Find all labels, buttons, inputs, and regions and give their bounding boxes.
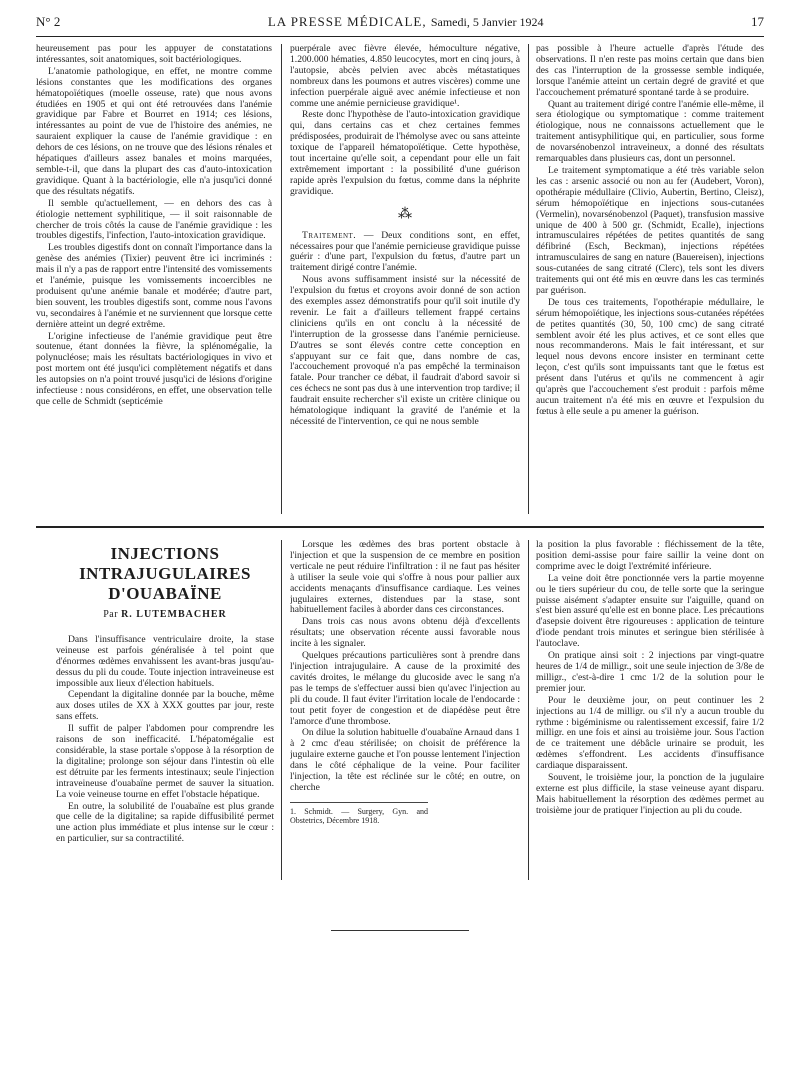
paragraph: Il suffit de palper l'abdomen pour comprendre les raisons de son inefficacité. L'hépatomégalie est considérable, la stase portale s'oppose à la résorption de la digitaline; prolonge son séjour dans l'intestin où elle est détruite par les ferments intestinaux; seule l'injection intraveineuse d'ouabaïne permet de sauver la situation. La voie veineuse tourne en effet l'obstacle hépatique. <box>56 723 274 800</box>
paragraph: la position la plus favorable : fléchissement de la tête, position demi-assise pour faire saillir la veine dont on comprime avec le doigt l'extrémité inférieure. <box>536 540 764 572</box>
column-divider <box>528 540 529 880</box>
footnote: 1. Schmidt. — Surgery, Gyn. and Obstetrics, Décembre 1918. <box>290 802 428 826</box>
page-number: 17 <box>750 14 764 29</box>
paragraph: En outre, la solubilité de l'ouabaïne est plus grande que celle de la digitaline; sa rapide diffusibilité permet une action plus immédiate et plus intense sur le cœur : en particulier, sur sa contractilité. <box>56 800 274 845</box>
paragraph: On pratique ainsi soit : 2 injections par vingt-quatre heures de 1/4 de milligr., soit une seule injection de 3/8e de milligr., c'est-à-dire 1 cmc 1/2 de la solution pour le premier jour. <box>536 650 764 694</box>
paragraph-text: — Deux conditions sont, en effet, nécessaires pour que l'anémie pernicieuse gravidique puisse guérir : d'une part, l'expulsion du fœtus, d'autre part un traitement dirigé contre l'anémie. <box>290 229 520 274</box>
paragraph: Dans l'insuffisance ventriculaire droite, la stase veineuse est parfois généralisée à tel point que d'énormes œdèmes envahissent les avant-bras jusqu'au-dessus du pli du coude. Toute injection intraveineuse est impossible aux lieux d'élection habituels. <box>56 633 274 689</box>
paragraph: La veine doit être ponctionnée vers la partie moyenne ou le tiers supérieur du cou, de telle sorte que la seringue puisse aisément s'adapter ensuite sur l'aiguille, quand on s'est bien assuré qu'elle est en bonne place. Les précautions d'asepsie doivent être rigoureuses : application de teinture d'iode pendant trois minutes et seringue bien stérilisée à l'autoclave. <box>536 572 764 650</box>
paragraph: L'anatomie pathologique, en effet, ne montre comme lésions constantes que les modifications des organes hématopoïétiques (moelle osseuse, rate) que nous avons étudiées en 1905 et qui ont été retrouvées dans l'anémie gravidique par Fabre et Bourret en 1914; ces lésions, intéressantes au point de vue de l'histoire des anémies, ne sauraient expliquer la cause de l'anémie gravidique : en dehors de ces lésions, on ne trouve que des lésions rénales et hépatiques d'ailleurs assez banales et moins marquées, semble-t-il, que dans la plupart des cas d'auto-intoxication gravidique. Quant à la bactériologie, elle n'a jusqu'ici donné que des résultats négatifs. <box>36 65 272 197</box>
treatment-paragraph <box>290 231 520 275</box>
journal-title: LA PRESSE MÉDICALE, <box>267 14 427 29</box>
paragraph: Cependant la digitaline donnée par la bouche, même aux doses utiles de XX à XXX gouttes par jour, reste sans effets. <box>56 689 274 723</box>
paragraph: Pour le deuxième jour, on peut continuer les 2 injections au 1/4 de milligr. ou s'il n'y a aucun trouble du rythme : bigéminisme ou ralentissement excessif, faire 1/2 milligr. en une fois et ainsi au troisième jour. Sous l'action de ce traitement une débâcle urinaire se produit, les œdèmes s'effondrent. Les accidents d'insuffisance cardiaque disparaissent. <box>536 694 764 772</box>
paragraph: Reste donc l'hypothèse de l'auto-intoxication gravidique qui, dans certains cas et chez certaines femmes prédisposées, produirait de l'hémolyse avec ou sans atteinte toxique de l'appareil hématopoïétique. Cette hypothèse, tout incertaine qu'elle soit, a cependant pour elle un fait extrêmement important : la possibilité d'une guérison rapide après l'expulsion du fœtus, comme dans la néphrite gravidique. <box>290 109 520 197</box>
treatment-heading: Traitement. <box>302 229 357 241</box>
paragraph: Nous avons suffisamment insisté sur la nécessité de l'expulsion du fœtus et croyons avoir donné de son action des exemples assez démonstratifs pour qu'il soit inutile d'y revenir. Le fait a d'ailleurs tellement frappé certains cliniciens qu'ils en ont conclu à la nécessité de l'interruption de la grossesse dans l'anémie pernicieuse. D'autres se sont élevés contre cette conception en s'appuyant sur ce fait que, dans nombre de cas, l'accouchement provoqué n'a pas empêché la terminaison fatale. Pour trancher ce débat, il faudrait d'abord savoir si ces échecs ne sont pas dus à une intervention trop tardive; il faudrait ensuite rechercher s'il existe un critère clinique ou hématologique indiquant la gravité de l'anémie et la nécessité de l'intervention, ce qui ne nous semble <box>290 274 520 427</box>
column-divider <box>281 44 282 514</box>
paragraph: De tous ces traitements, l'opothérapie médullaire, le sérum hémopoïétique, les injections sous-cutanées répétées de petites quantités (30, 50, 100 cmc) de sang citraté semblent avoir été les plus actives, et ce sont elles que nous recommanderons. Mais le fait intéressant, et sur lequel nous devons encore insister en terminant cette leçon, c'est qu'ils sont impuissants tant que le fœtus est présent dans l'utérus et qu'ils ne commencent à agir qu'après que l'accouchement s'est produit : parfois même aucun traitement n'a été mis en œuvre et l'expulsion du fœtus à elle seule a pu amener la guérison. <box>536 296 764 417</box>
paragraph: Les troubles digestifs dont on connaît l'importance dans la genèse des anémies (Tixier) peuvent être ici incriminés : mais il n'y a pas de rapport entre l'intensité des vomissements et l'anémie, puisque les vomissements incoercibles ne produisent qu'une anémie banale et modérée; d'autre part, bien souvent, les troubles digestifs sont, comme nous l'avons vu, secondaires à l'anémie et ne surviennent que lorsque cette dernière atteint un degré extrême. <box>36 242 272 330</box>
paragraph: pas possible à l'heure actuelle d'après l'étude des observations. Il n'en reste pas moins certain que dans bien des cas l'interruption de la grossesse semble indiquée, lorsque l'anémie atteint un certain degré de gravité et que l'accouchement prématuré spontané tarde à se produire. <box>536 44 764 98</box>
top-column-3 <box>536 44 764 514</box>
section-separator <box>36 526 764 528</box>
article-title: INJECTIONS INTRAJUGULAIRES D'OUABAÏNE <box>79 544 251 603</box>
column-divider <box>528 44 529 514</box>
paragraph: On dilue la solution habituelle d'ouabaïne Arnaud dans 1 à 2 cmc d'eau stérilisée; on choisit de préférence la jugulaire externe gauche et l'on pousse lentement l'injection dans le côté céphalique de la veine. Pour faciliter l'injection, la tête est réclinée sur le côté; en outre, on cherche <box>290 727 520 793</box>
byline-prefix: Par <box>103 609 119 620</box>
paragraph: heureusement pas pour les appuyer de constatations intéressantes, soit anatomiques, soit bactériologiques. <box>36 44 272 65</box>
top-column-1 <box>36 44 272 514</box>
journal-masthead <box>268 14 544 30</box>
paragraph: Lorsque les œdèmes des bras portent obstacle à l'injection et que la suspension de ce membre en position verticale ne peut réduire l'infiltration : il ne faut pas hésiter à utiliser la seule voie qui s'offre à nous pour pallier aux accidents menaçants d'insuffisance cardiaque. Les veines jugulaires externes, distendues par la stase, sont habituellement faciles à aborder dans ces circonstances. <box>290 540 520 616</box>
issue-date: Samedi, 5 Janvier 1924 <box>430 15 544 29</box>
page-header <box>36 14 764 37</box>
article-column-3 <box>536 540 764 880</box>
paragraph: L'origine infectieuse de l'anémie gravidique peut être soutenue, étant données la fièvre, la splénomégalie, la polynucléose; mais les résultats bactériologiques in vivo et post mortem ont été jusqu'ici complètement négatifs et dans les autopsies on n'a point trouvé jusqu'ici de lésions d'origine infectieuse : nous considérons, en effet, une observation telle que celle de Schmidt (septicémie <box>36 330 272 407</box>
paragraph: Quelques précautions particulières sont à prendre dans l'injection intrajugulaire. A cause de la proximité des cavités droites, le mélange du glucoside avec le sang n'a pas le temps de s'effectuer aussi bien qu'avec l'injection au pli du coude. Il faut éviter l'irritation locale de l'endocarde : tout petit foyer de congestion et de diapédèse peut être l'amorce d'une thrombose. <box>290 650 520 727</box>
paragraph: Quant au traitement dirigé contre l'anémie elle-même, il sera étiologique ou symptomatique : comme traitement étiologique, nous ne connaissons actuellement que le traitement antisyphilitique qui, en particulier, sous forme de novarsénobenzol intraveineux, a donné des résultats remarquables dans plusieurs cas, dont un personnel. <box>536 98 764 165</box>
article-column-2 <box>290 540 520 880</box>
issue-number: N° 2 <box>36 14 61 29</box>
article-byline <box>56 610 274 621</box>
paragraph: Souvent, le troisième jour, la ponction de la jugulaire externe est plus difficile, la stase veineuse ayant disparu. Mais habituellement la résorption des œdèmes permet au troisième jour de pratiquer l'injection au pli du coude. <box>536 772 764 816</box>
column-divider <box>281 540 282 880</box>
article-column-1 <box>56 540 274 870</box>
article-end-rule <box>331 930 469 931</box>
article-author: R. LUTEMBACHER <box>121 609 227 620</box>
top-column-2 <box>290 44 520 514</box>
paragraph: Dans trois cas nous avons obtenu déjà d'excellents résultats; une observation récente aussi favorable nous incite à les signaler. <box>290 616 520 650</box>
paragraph: Le traitement symptomatique a été très variable selon les cas : arsenic associé ou non au fer (Audebert, Voron), opothérapie médullaire (Clivio, Aubertin, Bertino, Cleisz), sérum hémopoïétique en injections sous-cutanées (Vermelin), novarsénobenzol (Paquet), transfusion massive unique de 400 à 500 gr. (Schmidt, Ecalle), injections intramusculaires répétées de petites quantités de sang défibriné (Esch, Beckman), injections répétées intramusculaires de sang en nature (Bauereisen), injections sous-cutanées de sang citraté (Clerc), tels sont les divers traitements qui ont été mis en œuvre dans les cas terminés par guérison. <box>536 164 764 296</box>
paragraph: puerpérale avec fièvre élevée, hémoculture négative, 1.200.000 hématies, 4.850 leucocytes, mort en cinq jours, à l'autopsie, abcès pelvien avec abcès métastatiques nombreux dans les poumons et autres viscères) comme une infection puerpérale aiguë avec anémie infectieuse et non comme une anémie pernicieuse gravidique¹. <box>290 44 520 109</box>
section-asterism: ⁂ <box>398 206 412 222</box>
paragraph: Il semble qu'actuellement, — en dehors des cas à étiologie nettement syphilitique, — il soit raisonnable de chercher de trois côtés la cause de l'anémie gravidique : les troubles digestifs, l'infection, l'auto-intoxication gravidique. <box>36 197 272 242</box>
